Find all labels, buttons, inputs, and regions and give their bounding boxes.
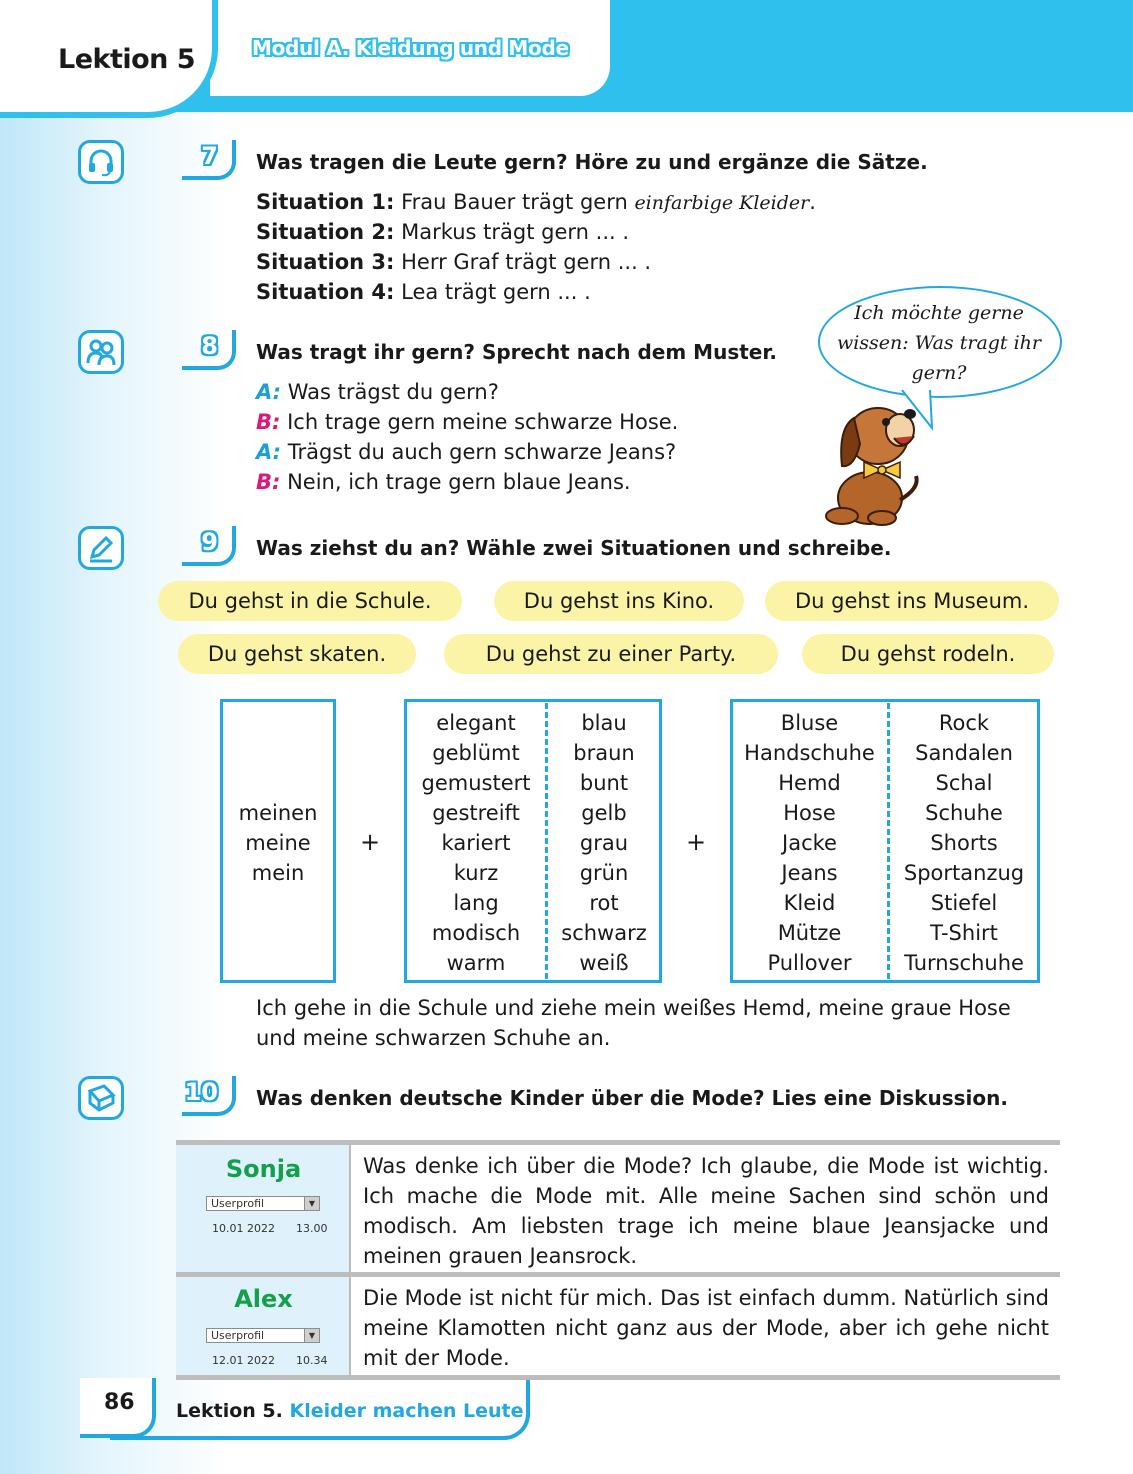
plus-sign: + — [686, 828, 707, 856]
dialog-line: A: Was trägst du gern? — [256, 380, 499, 404]
exercise-title: Was ziehst du an? Wähle zwei Situationen und schreibe. — [256, 536, 892, 560]
example-sentence: und meine schwarzen Schuhe an. — [256, 1026, 611, 1050]
situation-chip: Du gehst rodeln. — [802, 634, 1054, 674]
dialog-line: A: Trägst du auch gern schwarze Jeans? — [256, 440, 677, 464]
clothes-list: Rock Sandalen Schal Schuhe Shorts Sportanzug Stiefel T-Shirt Turnschuhe — [903, 711, 1025, 975]
plus-sign: + — [360, 828, 381, 856]
group-talk-icon — [78, 330, 124, 374]
chevron-down-icon: ▼ — [304, 1329, 319, 1342]
exercise-title: Was tragen die Leute gern? Höre zu und ergänze die Sätze. — [256, 150, 928, 174]
exercise-number: 9 — [201, 528, 218, 556]
clothes-list: Bluse Handschuhe Hemd Hose Jacke Jeans Kleid Mütze Pullover — [744, 711, 875, 975]
userprofil-dropdown[interactable]: Userprofil ▼ — [206, 1196, 320, 1211]
speech-bubble-text: Ich möchte gerne wissen: Was tragt ihr gern? — [836, 302, 1042, 384]
post-text: Die Mode ist nicht für mich. Das ist einfach dumm. Natürlich sind meine Klamotten nicht ganz aus der Mode, aber ich gehe nicht mit der Mode. — [363, 1286, 1049, 1370]
situation-chip: Du gehst skaten. — [178, 634, 416, 674]
exercise-number-box — [182, 526, 236, 566]
forum-post — [176, 1140, 1060, 1273]
exercise-number-box — [182, 140, 236, 180]
forum-post — [176, 1272, 1060, 1380]
forum-post-meta — [176, 1277, 351, 1375]
exercise-number-box — [182, 1076, 236, 1116]
lektion-title: Lektion 5 — [58, 44, 196, 75]
forum-post-meta — [176, 1145, 351, 1273]
exercise-number: 10 — [184, 1078, 218, 1106]
adjective-list: elegant geblümt gemustert gestreift kariert kurz lang modisch warm — [421, 711, 531, 975]
userprofil-dropdown[interactable]: Userprofil ▼ — [206, 1328, 320, 1343]
page-number: 86 — [104, 1390, 135, 1415]
example-sentence: Ich gehe in die Schule und ziehe mein weißes Hemd, meine graue Hose — [256, 996, 1011, 1020]
situation-chip: Du gehst zu einer Party. — [444, 634, 778, 674]
situation-chip: Du gehst ins Museum. — [765, 581, 1059, 621]
post-date: 12.01 2022 10.34 — [212, 1354, 328, 1367]
exercise-number-box — [182, 330, 236, 370]
post-text: Was denke ich über die Mode? Ich glaube, die Mode ist wichtig. Ich mache die Mode mit. Alle meine Sachen sind schön und modisch. Am liebsten trage ich meine blaue Jeansjacke und meinen grauen Jeansrock. — [363, 1154, 1049, 1268]
situation-line: Situation 3: Herr Graf trägt gern ... . — [256, 250, 652, 274]
post-date: 10.01 2022 13.00 — [212, 1222, 328, 1235]
post-author: Alex — [234, 1285, 293, 1313]
footer-title: Lektion 5. Kleider machen Leute — [176, 1400, 524, 1422]
headphones-icon — [78, 140, 124, 184]
color-list: blau braun bunt gelb grau grün rot schwarz weiß — [561, 711, 647, 975]
pencil-icon — [78, 526, 124, 570]
situation-chip: Du gehst ins Kino. — [494, 581, 744, 621]
dog-illustration — [820, 388, 930, 528]
situation-line: Situation 4: Lea trägt gern ... . — [256, 280, 591, 304]
exercise-title: Was tragt ihr gern? Sprecht nach dem Muster. — [256, 340, 777, 364]
exercise-number: 7 — [201, 142, 218, 170]
situation-line: Situation 2: Markus trägt gern ... . — [256, 220, 630, 244]
handwritten-answer: einfarbige Kleider — [634, 192, 810, 214]
dialog-line: B: Nein, ich trage gern blaue Jeans. — [256, 470, 631, 494]
possessive-list: meinen meine mein — [238, 801, 318, 885]
book-icon — [78, 1076, 124, 1120]
situation-chip: Du gehst in die Schule. — [158, 581, 462, 621]
post-author: Sonja — [225, 1155, 302, 1183]
situation-line: Situation 1: Frau Bauer trägt gern einfarbige Kleider. — [256, 190, 816, 214]
exercise-number: 8 — [201, 332, 218, 360]
chevron-down-icon: ▼ — [304, 1197, 319, 1210]
modul-title: Modul A. Kleidung und Mode — [252, 36, 569, 60]
dialog-line: B: Ich trage gern meine schwarze Hose. — [256, 410, 679, 434]
exercise-title: Was denken deutsche Kinder über die Mode? Lies eine Diskussion. — [256, 1086, 1008, 1110]
